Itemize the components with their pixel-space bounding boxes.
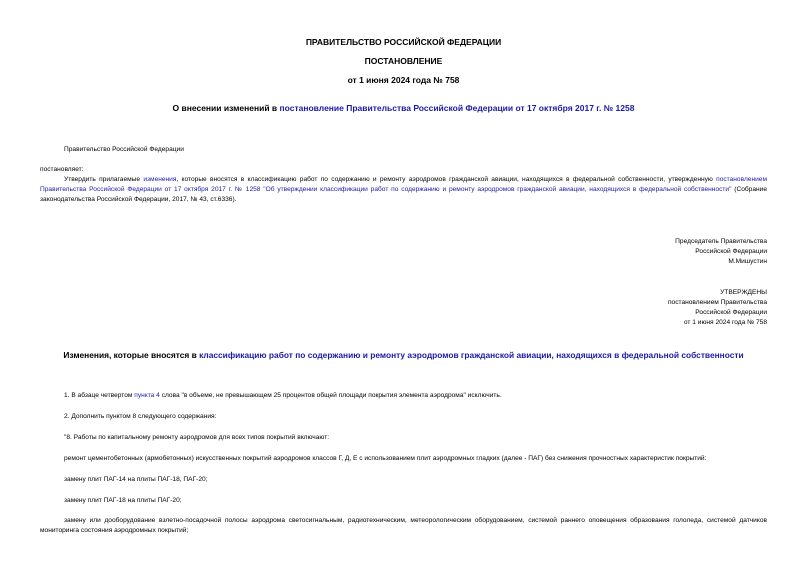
item-5: замену плит ПАГ-14 на плиты ПАГ-18, ПАГ-20; xyxy=(64,476,208,483)
item-1 xyxy=(64,391,502,401)
item-6: замену плит ПАГ-18 на плиты ПАГ-20; xyxy=(64,497,182,504)
item-3: "8. Работы по капитальному ремонту аэродромов для всех типов покрытий включают: xyxy=(64,434,330,441)
signature-country: Российской Федерации xyxy=(695,248,767,255)
changes-link[interactable]: изменения xyxy=(143,176,177,183)
signature-title: Председатель Правительства xyxy=(675,238,767,245)
approved-by: постановлением Правительства xyxy=(667,299,767,306)
intro-paragraph xyxy=(40,175,767,205)
resolves-line: постановляет: xyxy=(40,166,84,173)
document-title xyxy=(0,103,807,113)
government-line: Правительство Российской Федерации xyxy=(64,146,184,153)
signature-name: М.Мишустин xyxy=(728,258,767,265)
item-2: 2. Дополнить пунктом 8 следующего содержания: xyxy=(64,413,217,420)
changes-title-prefix: Изменения, которые вносятся в xyxy=(63,350,200,360)
item-7: замену или дооборудование взлетно-посадочной полосы аэродрома светосигнальным, радиотехническим, метеорологическим оборудованием, системой раннего оповещения образования гололеда, системой датчиков мониторинга состояния аэродромных покрытий; xyxy=(40,517,767,534)
item-1-part1: 1. В абзаце четвертом xyxy=(64,392,135,399)
government-heading: ПРАВИТЕЛЬСТВО РОССИЙСКОЙ ФЕДЕРАЦИИ xyxy=(305,37,502,47)
p1-part3: (Собрание законодательства Российской Федерации, 2017, № 43, ст.6336). xyxy=(40,186,767,203)
approved-label: УТВЕРЖДЕНЫ xyxy=(720,289,767,296)
p1-part2: , которые вносятся в классификацию работ по содержанию и ремонту аэродромов гражданской авиации, находящихся в федеральной собственности, утвержденную xyxy=(176,176,717,183)
doc-date-number: от 1 июня 2024 года № 758 xyxy=(347,75,460,85)
title-prefix: О внесении изменений в xyxy=(172,103,280,113)
title-link[interactable]: постановление Правительства Российской Федерации от 17 октября 2017 г. № 1258 xyxy=(279,103,635,113)
item-4: ремонт цементобетонных (армобетонных) искусственных покрытий аэродромов классов Г, Д, Е с использованием плит аэродромных гладких (далее - ПАГ) без снижения прочностных характеристик покрытий: xyxy=(64,455,707,462)
approved-date: от 1 июня 2024 года № 758 xyxy=(683,319,767,326)
approved-block xyxy=(668,288,767,328)
resolution-1258-link[interactable]: постановлением Правительства Российской Федерации от 17 октября 2017 г. № 1258 "Об утверждении классификации работ по содержанию и ремонту аэродромов гражданской авиации, находящихся в федеральной собственности" xyxy=(40,176,767,193)
doc-type-heading: ПОСТАНОВЛЕНИЕ xyxy=(364,56,443,66)
item-1-part2: слова "в объеме, не превышающем 25 процентов общей площади покрытия элемента аэродрома" исключить. xyxy=(159,392,502,399)
point-4-link[interactable]: пункта 4 xyxy=(134,392,160,399)
classification-link[interactable]: классификацию работ по содержанию и ремонту аэродромов гражданской авиации, находящихся в федеральной собственности xyxy=(199,350,744,360)
changes-title xyxy=(40,350,767,360)
approved-country: Российской Федерации xyxy=(695,309,767,316)
signature-block xyxy=(675,237,767,267)
p1-part1: Утвердить прилагаемые xyxy=(64,176,144,183)
